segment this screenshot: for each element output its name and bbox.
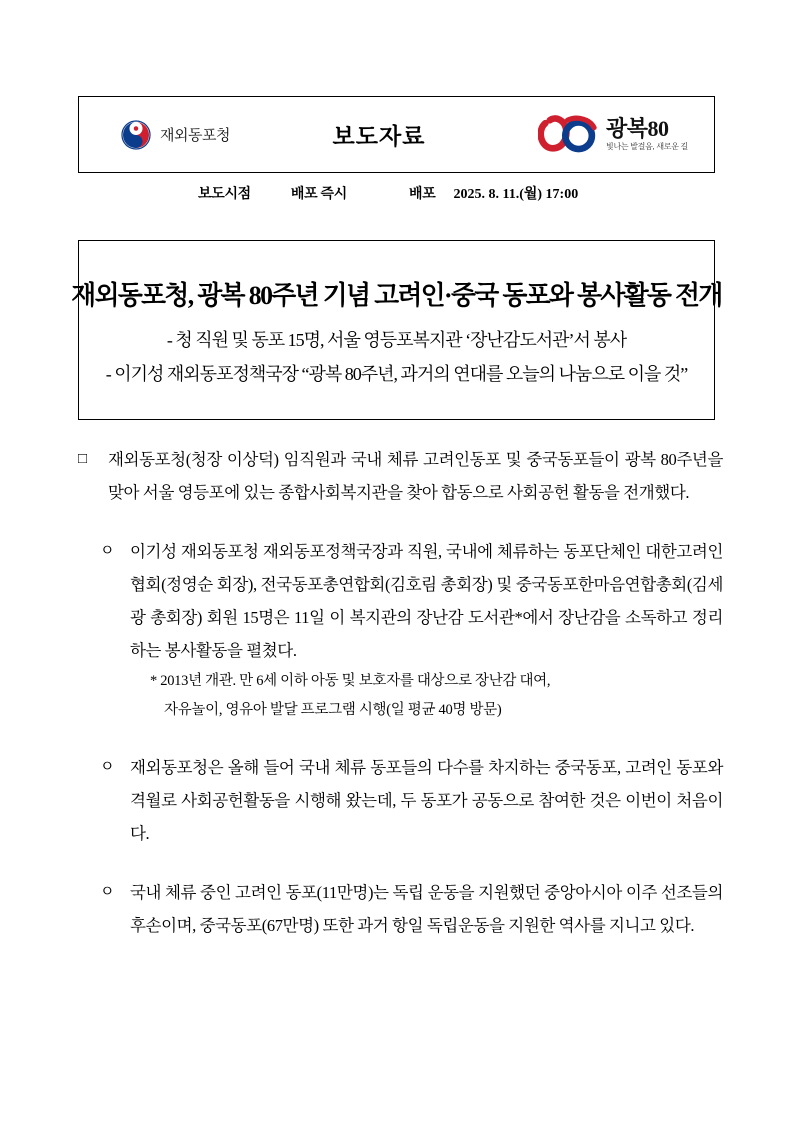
subtitle-1: - 청 직원 및 동포 15명, 서울 영등포복지관 ‘장난감도서관’서 봉사 — [166, 329, 627, 350]
paragraph — [78, 443, 723, 509]
paragraph — [78, 751, 723, 850]
title-box — [71, 240, 722, 420]
release-info-line — [78, 183, 715, 203]
agency-block — [79, 120, 230, 150]
korea-government-emblem-icon — [121, 120, 151, 150]
release-time-label: 보도시점 — [198, 187, 251, 202]
paragraph — [78, 535, 723, 725]
paragraph-text-wrapper — [130, 535, 723, 725]
paragraph-text: 국내 체류 중인 고려인 동포(11만명)는 독립 운동을 지원했던 중앙아시아 이주 선조들의 후손이며, 중국동포(67만명) 또한 과거 항일 독립운동을 지원한 역사를 지니고 있다. — [130, 883, 723, 935]
subtitle-2: - 이기성 재외동포정책국장 “광복 80주년, 과거의 연대를 오늘의 나눔으로 이을 것” — [105, 363, 688, 384]
gwangbok-subtitle: 빛나는 발걸음, 새로운 길 — [606, 142, 688, 152]
distribution-label: 배포 — [409, 187, 436, 202]
gwangbok-block — [538, 114, 714, 156]
bullet-square-icon: □ — [78, 451, 87, 467]
paragraph-text: 재외동포청(청장 이상덕) 임직원과 국내 체류 고려인동포 및 중국동포들이 광복 80주년을 맞아 서울 영등포에 있는 종합사회복지관을 찾아 합동으로 사회공헌 활동을 전개했다. — [108, 450, 723, 502]
page-title: 재외동포청, 광복 80주년 기념 고려인·중국 동포와 봉사활동 전개 — [71, 280, 722, 310]
gwangbok-80-emblem-icon — [538, 114, 600, 156]
paragraph-text: 재외동포청은 올해 들어 국내 체류 동포들의 다수를 차지하는 중국동포, 고려인 동포와 격월로 사회공헌활동을 시행해 왔는데, 두 동포가 공동으로 참여한 것은 이번이 처음이다. — [130, 758, 723, 843]
header-box — [78, 96, 715, 173]
release-time-value: 배포 즉시 — [290, 187, 348, 202]
bullet-circle-icon: ㅇ — [100, 759, 115, 775]
footnote-line-1: * 2013년 개관. 만 6세 이하 아동 및 보호자를 대상으로 장난감 대여, — [150, 673, 551, 689]
gwangbok-title: 광복80 — [606, 116, 669, 141]
paragraph — [78, 876, 723, 942]
distribution-value: 2025. 8. 11.(월) 17:00 — [453, 187, 579, 202]
document-type-title: 보도자료 — [332, 124, 426, 149]
bullet-circle-icon: ㅇ — [100, 543, 115, 559]
body-content — [78, 443, 723, 968]
footnote — [130, 667, 723, 725]
footnote-line-2: 자유놀이, 영유아 발달 프로그램 시행(일 평균 40명 방문) — [164, 702, 502, 718]
agency-name: 재외동포청 — [160, 128, 230, 144]
paragraph-text: 이기성 재외동포청 재외동포정책국장과 직원, 국내에 체류하는 동포단체인 대한고려인협회(정영순 회장), 전국동포총연합회(김호림 총회장) 및 중국동포한마음연합총회(김세광 총회장) 회원 15명은 11일 이 복지관의 장난감 도서관*에서 장난감을 소독하고 정리하는 봉사활동을 펼쳤다. — [130, 542, 723, 660]
bullet-circle-icon: ㅇ — [100, 884, 115, 900]
gwangbok-text-block — [606, 117, 688, 152]
